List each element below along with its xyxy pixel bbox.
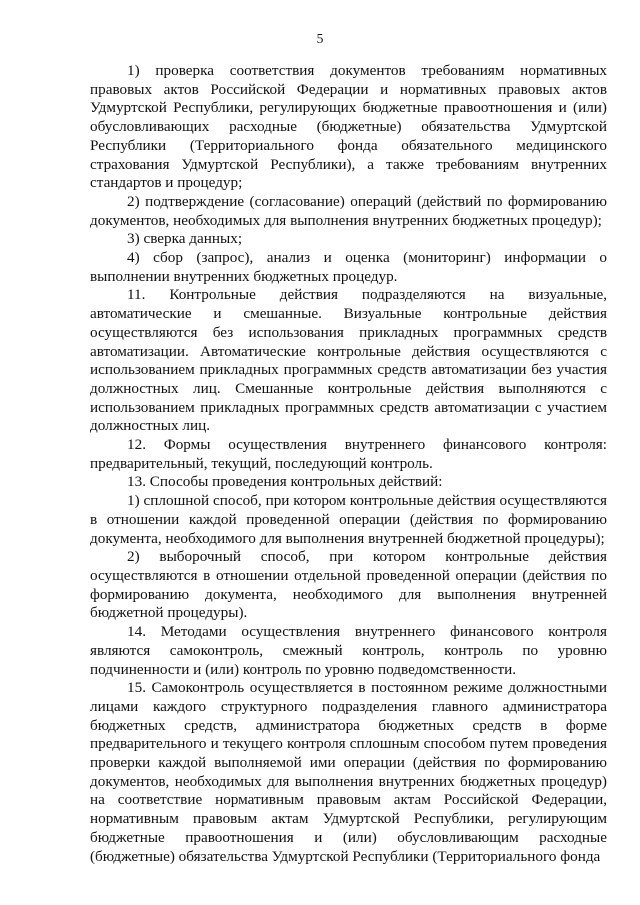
page-number: 5 <box>316 31 324 46</box>
paragraph-clause-13: 13. Способы проведения контрольных действий: <box>127 473 443 491</box>
paragraph-clause-13-item-2: 2) выборочный способ, при котором контрольные действия осуществляются в отношении отдельной проведенной операции (действия по формированию документа, необходимого для выполнения внутренней бюджетной процедуры). <box>90 548 607 622</box>
paragraph-clause-12: 12. Формы осуществления внутреннего финансового контроля: предварительный, текущий, последующий контроль. <box>90 436 607 472</box>
paragraph-clause-15: 15. Самоконтроль осуществляется в постоянном режиме должностными лицами каждого структурного подразделения главного администратора бюджетных средств, администратора бюджетных средств в форме предварительного и текущего контроля сплошным способом путем проведения проверки каждой выполняемой ими операции (действия по формированию документов, необходимых для выполнения внутренних бюджетных процедур) на соответствие нормативным правовым актам Российской Федерации, нормативным правовым актам Удмуртской Республики, регулирующим бюджетные правоотношения и (или) обусловливающим расходные (бюджетные) обязательства Удмуртской Республики (Территориального фонда <box>90 679 607 865</box>
paragraph-item-3-reconciliation: 3) сверка данных; <box>127 230 243 248</box>
paragraph-clause-11: 11. Контрольные действия подразделяются на визуальные, автоматические и смешанные. Визуальные контрольные действия осуществляются без использования прикладных программных средств автоматизации. Автоматические контрольные действия осуществляются с использованием прикладных программных средств автоматизации без участия должностных лиц. Смешанные контрольные действия выполняются с использованием прикладных программных средств автоматизации с участием должностных лиц. <box>90 286 607 435</box>
paragraph-item-4-monitoring: 4) сбор (запрос), анализ и оценка (мониторинг) информации о выполнении внутренних бюджетных процедур. <box>90 249 607 285</box>
paragraph-clause-13-item-1: 1) сплошной способ, при котором контрольные действия осуществляются в отношении каждой проведенной операции (действия по формированию документа, необходимого для выполнения внутренней бюджетной процедуры); <box>90 492 607 547</box>
document-body <box>90 62 607 866</box>
paragraph-clause-14: 14. Методами осуществления внутреннего финансового контроля являются самоконтроль, смежный контроль, контроль по уровню подчиненности и (или) контроль по уровню подведомственности. <box>90 623 607 678</box>
paragraph-item-2-confirmation: 2) подтверждение (согласование) операций (действий по формированию документов, необходимых для выполнения внутренних бюджетных процедур); <box>90 192 607 229</box>
paragraph-item-1-verification: 1) проверка соответствия документов требованиям нормативных правовых актов Российской Федерации и нормативных правовых актов Удмуртской Республики, регулирующих бюджетные правоотношения и (или) обусловливающих расходные (бюджетные) обязательства Удмуртской Республики (Территориального фонда обязательного медицинского страхования Удмуртской Республики), а также требованиям внутренних стандартов и процедур; <box>90 62 607 192</box>
